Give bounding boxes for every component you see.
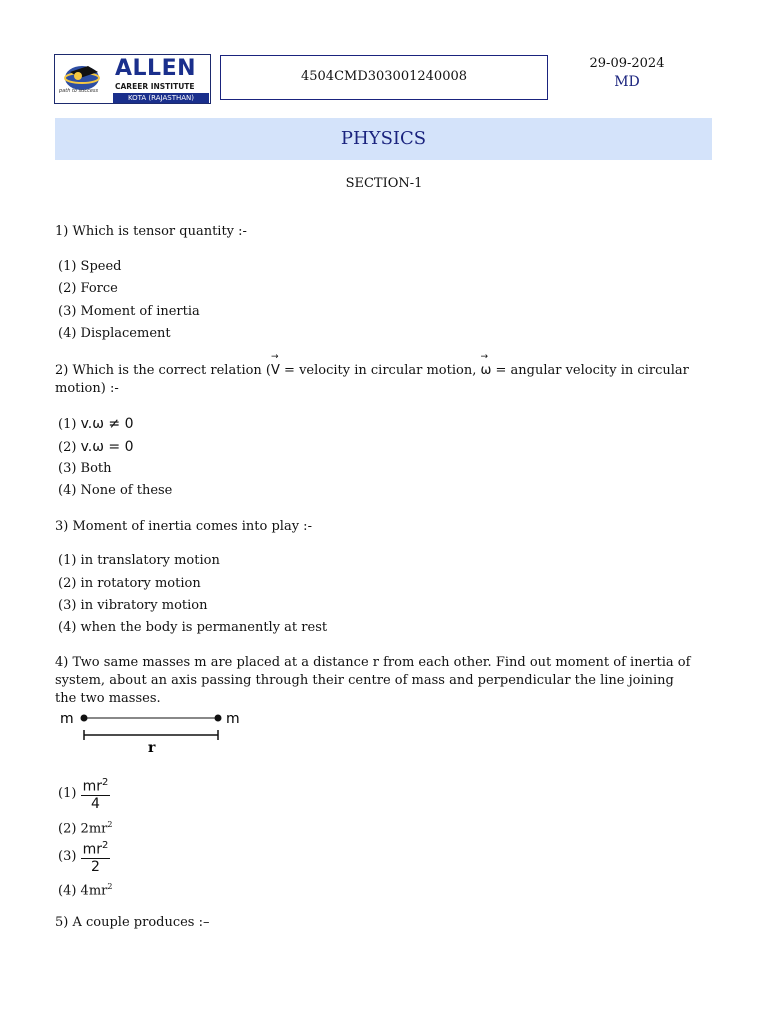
option-label: (1): [58, 785, 77, 801]
question-1-option-2[interactable]: (2) Force: [58, 281, 118, 296]
logo-city: KOTA (RAJASTHAN): [113, 93, 209, 103]
fraction-denominator: 4: [90, 795, 100, 812]
question-3-text: 3) Moment of inertia comes into play :-: [55, 519, 312, 534]
mass-label-left: m: [60, 711, 74, 727]
question-4-text: 4) Two same masses m are placed at a distance r from each other. Find out moment of inertia of system, about an axis passing through their centre of mass and perpendicular the line joining the two masses.: [55, 655, 691, 706]
stream-label: MD: [614, 74, 640, 90]
question-3-option-2[interactable]: (2) in rotatory motion: [58, 576, 201, 591]
option-label: (1): [58, 417, 77, 432]
question-2-text: [55, 362, 695, 398]
option-label: (2): [58, 440, 77, 455]
subject-heading: PHYSICS: [55, 118, 712, 160]
question-1-option-1[interactable]: (1) Speed: [58, 259, 122, 274]
question-2-option-3[interactable]: (3) Both: [58, 461, 112, 476]
paper-code: 4504CMD303001240008: [220, 55, 548, 100]
section-heading: SECTION-1: [345, 176, 423, 191]
power: 2: [107, 820, 113, 829]
question-1-text: 1) Which is tensor quantity :-: [55, 224, 247, 239]
distance-label: r: [148, 740, 156, 756]
question-4-option-4[interactable]: [58, 878, 112, 900]
fraction-denominator: 2: [90, 858, 100, 875]
option-text: (2) 2mr: [58, 821, 108, 837]
question-2-text-part-c: = angular velocity in circular motion) :-: [55, 363, 689, 396]
question-1-option-3[interactable]: (3) Moment of inertia: [58, 304, 200, 319]
fraction-numerator: mr: [82, 841, 102, 858]
power: 2: [101, 840, 109, 851]
question-4-option-3[interactable]: [58, 838, 110, 875]
question-3-option-1[interactable]: (1) in translatory motion: [58, 553, 220, 568]
question-2-text-part-a: 2) Which is the correct relation (: [55, 363, 272, 378]
question-5-text: 5) A couple produces :–: [55, 915, 210, 930]
fraction-mr2-over-2: [81, 838, 111, 875]
power: 2: [101, 777, 109, 788]
header: [54, 54, 712, 106]
logo-subtitle: CAREER INSTITUTE: [115, 82, 195, 91]
fraction-mr2-over-4: [81, 775, 111, 812]
mass-point-right: [215, 715, 222, 722]
question-3-option-3[interactable]: (3) in vibratory motion: [58, 598, 208, 613]
institute-logo: [54, 54, 211, 104]
question-2-option-1[interactable]: [58, 415, 133, 434]
power: 2: [107, 882, 113, 891]
mass-label-right: m: [226, 711, 240, 727]
question-2-text-part-b: = velocity in circular motion,: [279, 363, 481, 378]
option-expression: v.ω ≠ 0: [80, 416, 134, 432]
two-mass-diagram: [56, 708, 256, 756]
angular-velocity-vector-symbol: → ω: [480, 362, 491, 380]
question-2-option-2[interactable]: [58, 438, 133, 457]
option-expression: v.ω = 0: [80, 439, 134, 455]
exam-date: 29-09-2024: [589, 56, 665, 71]
question-4-option-2[interactable]: [58, 816, 112, 838]
option-label: (3): [58, 848, 77, 864]
question-1-option-4[interactable]: (4) Displacement: [58, 326, 171, 341]
question-3-option-4[interactable]: (4) when the body is permanently at rest: [58, 620, 328, 635]
logo-tagline: path to success: [59, 88, 99, 94]
fraction-numerator: mr: [82, 778, 102, 795]
velocity-vector-symbol: → V: [271, 362, 280, 380]
question-4-option-1[interactable]: [58, 775, 110, 812]
option-text: (4) 4mr: [58, 883, 108, 899]
logo-brand: ALLEN: [115, 56, 197, 81]
question-2-option-4[interactable]: (4) None of these: [58, 483, 173, 498]
